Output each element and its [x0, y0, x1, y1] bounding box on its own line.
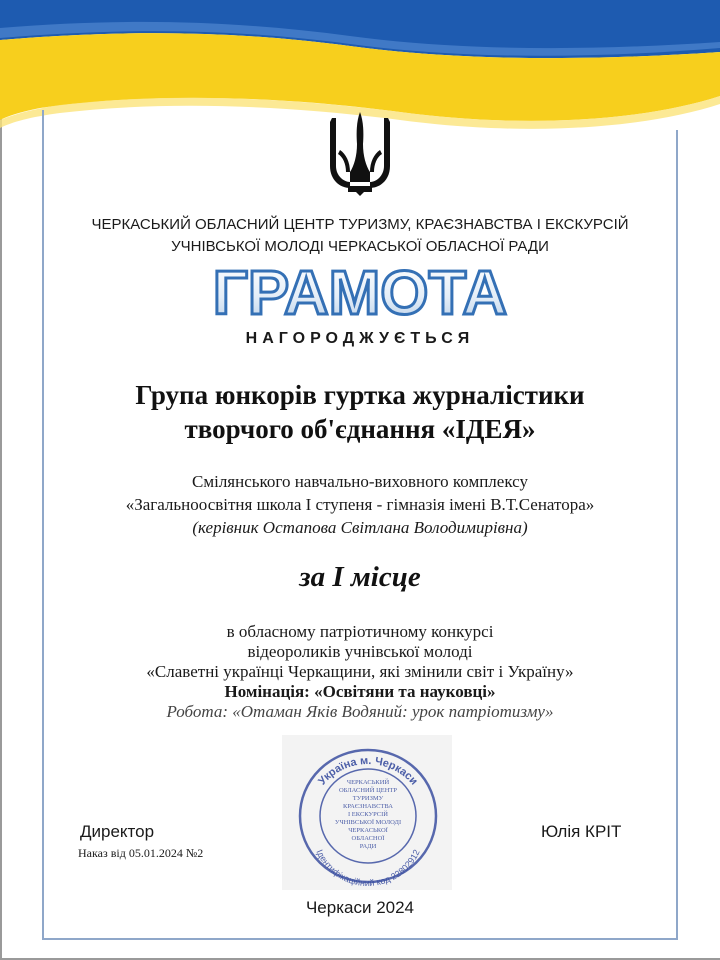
certificate-title — [180, 258, 540, 324]
title-text: ГРАМОТА — [212, 259, 508, 324]
contest-line-1: в обласному патріотичному конкурсі — [226, 622, 494, 641]
city-year: Черкаси 2024 — [305, 898, 415, 917]
trident-icon — [326, 110, 394, 196]
recipient-line-1: Група юнкорів гуртка журналістики — [135, 380, 585, 410]
stamp-inner-line: ОБЛАСНОЇ — [351, 835, 385, 842]
organization-line-2: УЧНІВСЬКОЇ МОЛОДІ ЧЕРКАСЬКОЇ ОБЛАСНОЇ РАДИ — [171, 238, 549, 255]
contest-line-3: «Славетні українці Черкащини, які змінили світ і Україну» — [146, 662, 574, 681]
stamp-inner-line: ОБЛАСНИЙ ЦЕНТР — [338, 787, 398, 794]
stamp-inner-line: І ЕКСКУРСІЙ — [348, 811, 388, 818]
frame-bottom-line — [42, 938, 678, 940]
stamp-inner-line: РАДИ — [359, 843, 377, 850]
place-award: за І місце — [299, 561, 421, 593]
order-reference: Наказ від 05.01.2024 №2 — [78, 846, 204, 860]
stamp-inner-line: ТУРИЗМУ — [352, 795, 384, 802]
contest-work: Робота: «Отаман Яків Водяний: урок патріотизму» — [166, 702, 554, 721]
organization-name — [0, 214, 720, 258]
stamp-outer-text: Україна м. Черкаси — [316, 754, 420, 788]
stamp-inner-line: УЧНІВСЬКОЇ МОЛОДІ — [334, 819, 402, 826]
stamp-inner-line: КРАЄЗНАВСТВА — [342, 803, 394, 810]
stamp-inner-line: ЧЕРКАСЬКИЙ — [346, 779, 390, 786]
signatory-name: Юлія КРІТ — [541, 822, 622, 841]
official-stamp-seal — [290, 742, 446, 888]
school-block — [0, 470, 720, 539]
organization-line-1: ЧЕРКАСЬКИЙ ОБЛАСНИЙ ЦЕНТР ТУРИЗМУ, КРАЄЗНАВСТВА І ЕКСКУРСІЙ — [91, 216, 629, 233]
svg-text:Ідентифікаційний код 22802912 — [314, 848, 421, 888]
school-line-1: Смілянського навчально-виховного комплексу — [192, 472, 528, 491]
school-leader: (керівник Остапова Світлана Володимирівна) — [192, 518, 528, 537]
contest-block — [0, 622, 720, 722]
stamp-inner-line: ЧЕРКАСЬКОЇ — [348, 827, 388, 834]
recipient-name — [0, 378, 720, 446]
school-line-2: «Загальноосвітня школа І ступеня - гімназія імені В.Т.Сенатора» — [125, 495, 595, 514]
awarded-subtitle: НАГОРОДЖУЄТЬСЯ — [245, 330, 475, 347]
signatory-position: Директор — [80, 822, 155, 841]
stamp-code-text: Ідентифікаційний код 22802912 — [314, 847, 422, 888]
recipient-line-2: творчого об'єднання «ІДЕЯ» — [184, 414, 536, 444]
contest-nomination: Номінація: «Освітяни та науковці» — [224, 682, 496, 701]
contest-line-2: відеороликів учнівської молоді — [247, 642, 473, 661]
